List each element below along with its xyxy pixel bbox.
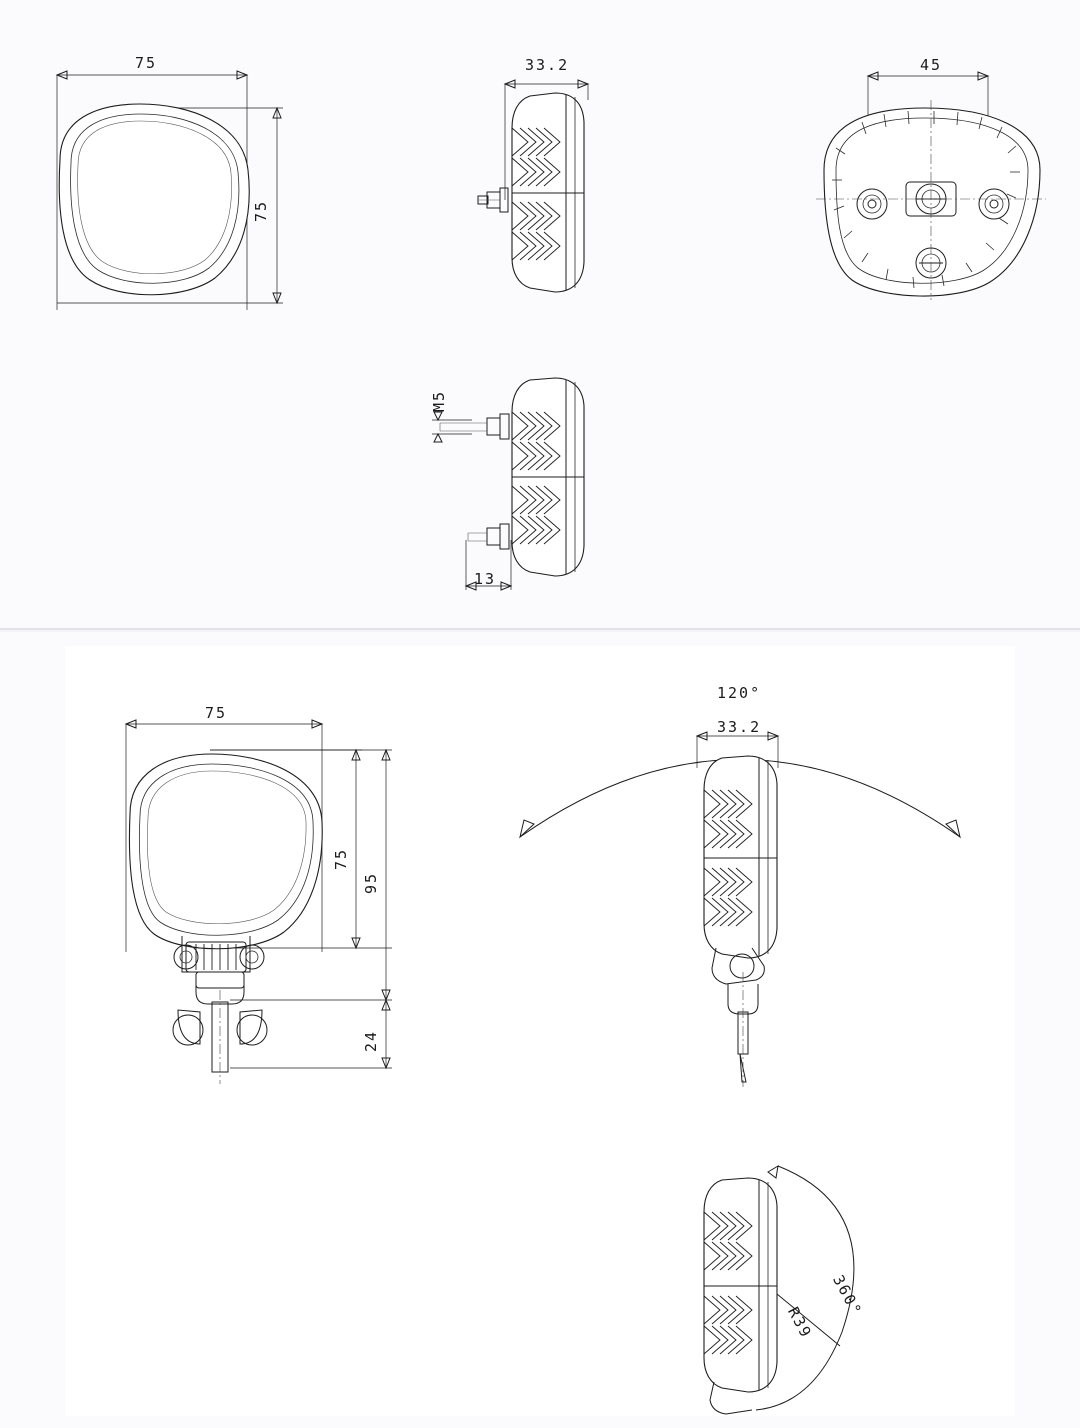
top-panel-graphics	[0, 0, 1080, 630]
side-view-top-graphics	[478, 80, 588, 292]
dim-bottom-lamp-height: 75	[332, 847, 350, 870]
dim-bottom-total-height: 95	[362, 871, 380, 894]
front-bracket-view-graphics	[126, 720, 392, 1084]
dim-top-rear-width: 45	[920, 56, 943, 74]
dim-top-thread-m5: M5	[430, 389, 448, 412]
dim-bottom-tilt-angle: 120°	[717, 684, 762, 702]
dim-bottom-rotation-angle: 360°	[829, 1272, 866, 1320]
dim-bottom-tilt-depth: 33.2	[717, 718, 762, 736]
dim-bottom-front-width: 75	[205, 704, 228, 722]
drawing-panel-bottom	[0, 632, 1080, 1428]
dim-top-side-depth: 33.2	[525, 56, 570, 74]
tilt-view-graphics	[520, 732, 960, 1087]
dim-bottom-bracket-height: 24	[362, 1029, 380, 1052]
dim-bottom-radius: R39	[784, 1304, 816, 1342]
bottom-panel-graphics	[0, 632, 1080, 1428]
rear-view-graphics	[816, 72, 1046, 300]
dim-top-offset-13: 13	[474, 570, 497, 588]
front-view-outline	[57, 71, 283, 310]
panel-divider	[0, 628, 1080, 630]
dim-top-front-height: 75	[252, 199, 270, 222]
rotation-view-graphics	[704, 1166, 854, 1414]
drawing-panel-top	[0, 0, 1080, 630]
dim-top-front-width: 75	[135, 54, 158, 72]
side-view-detail-graphics	[432, 378, 584, 590]
